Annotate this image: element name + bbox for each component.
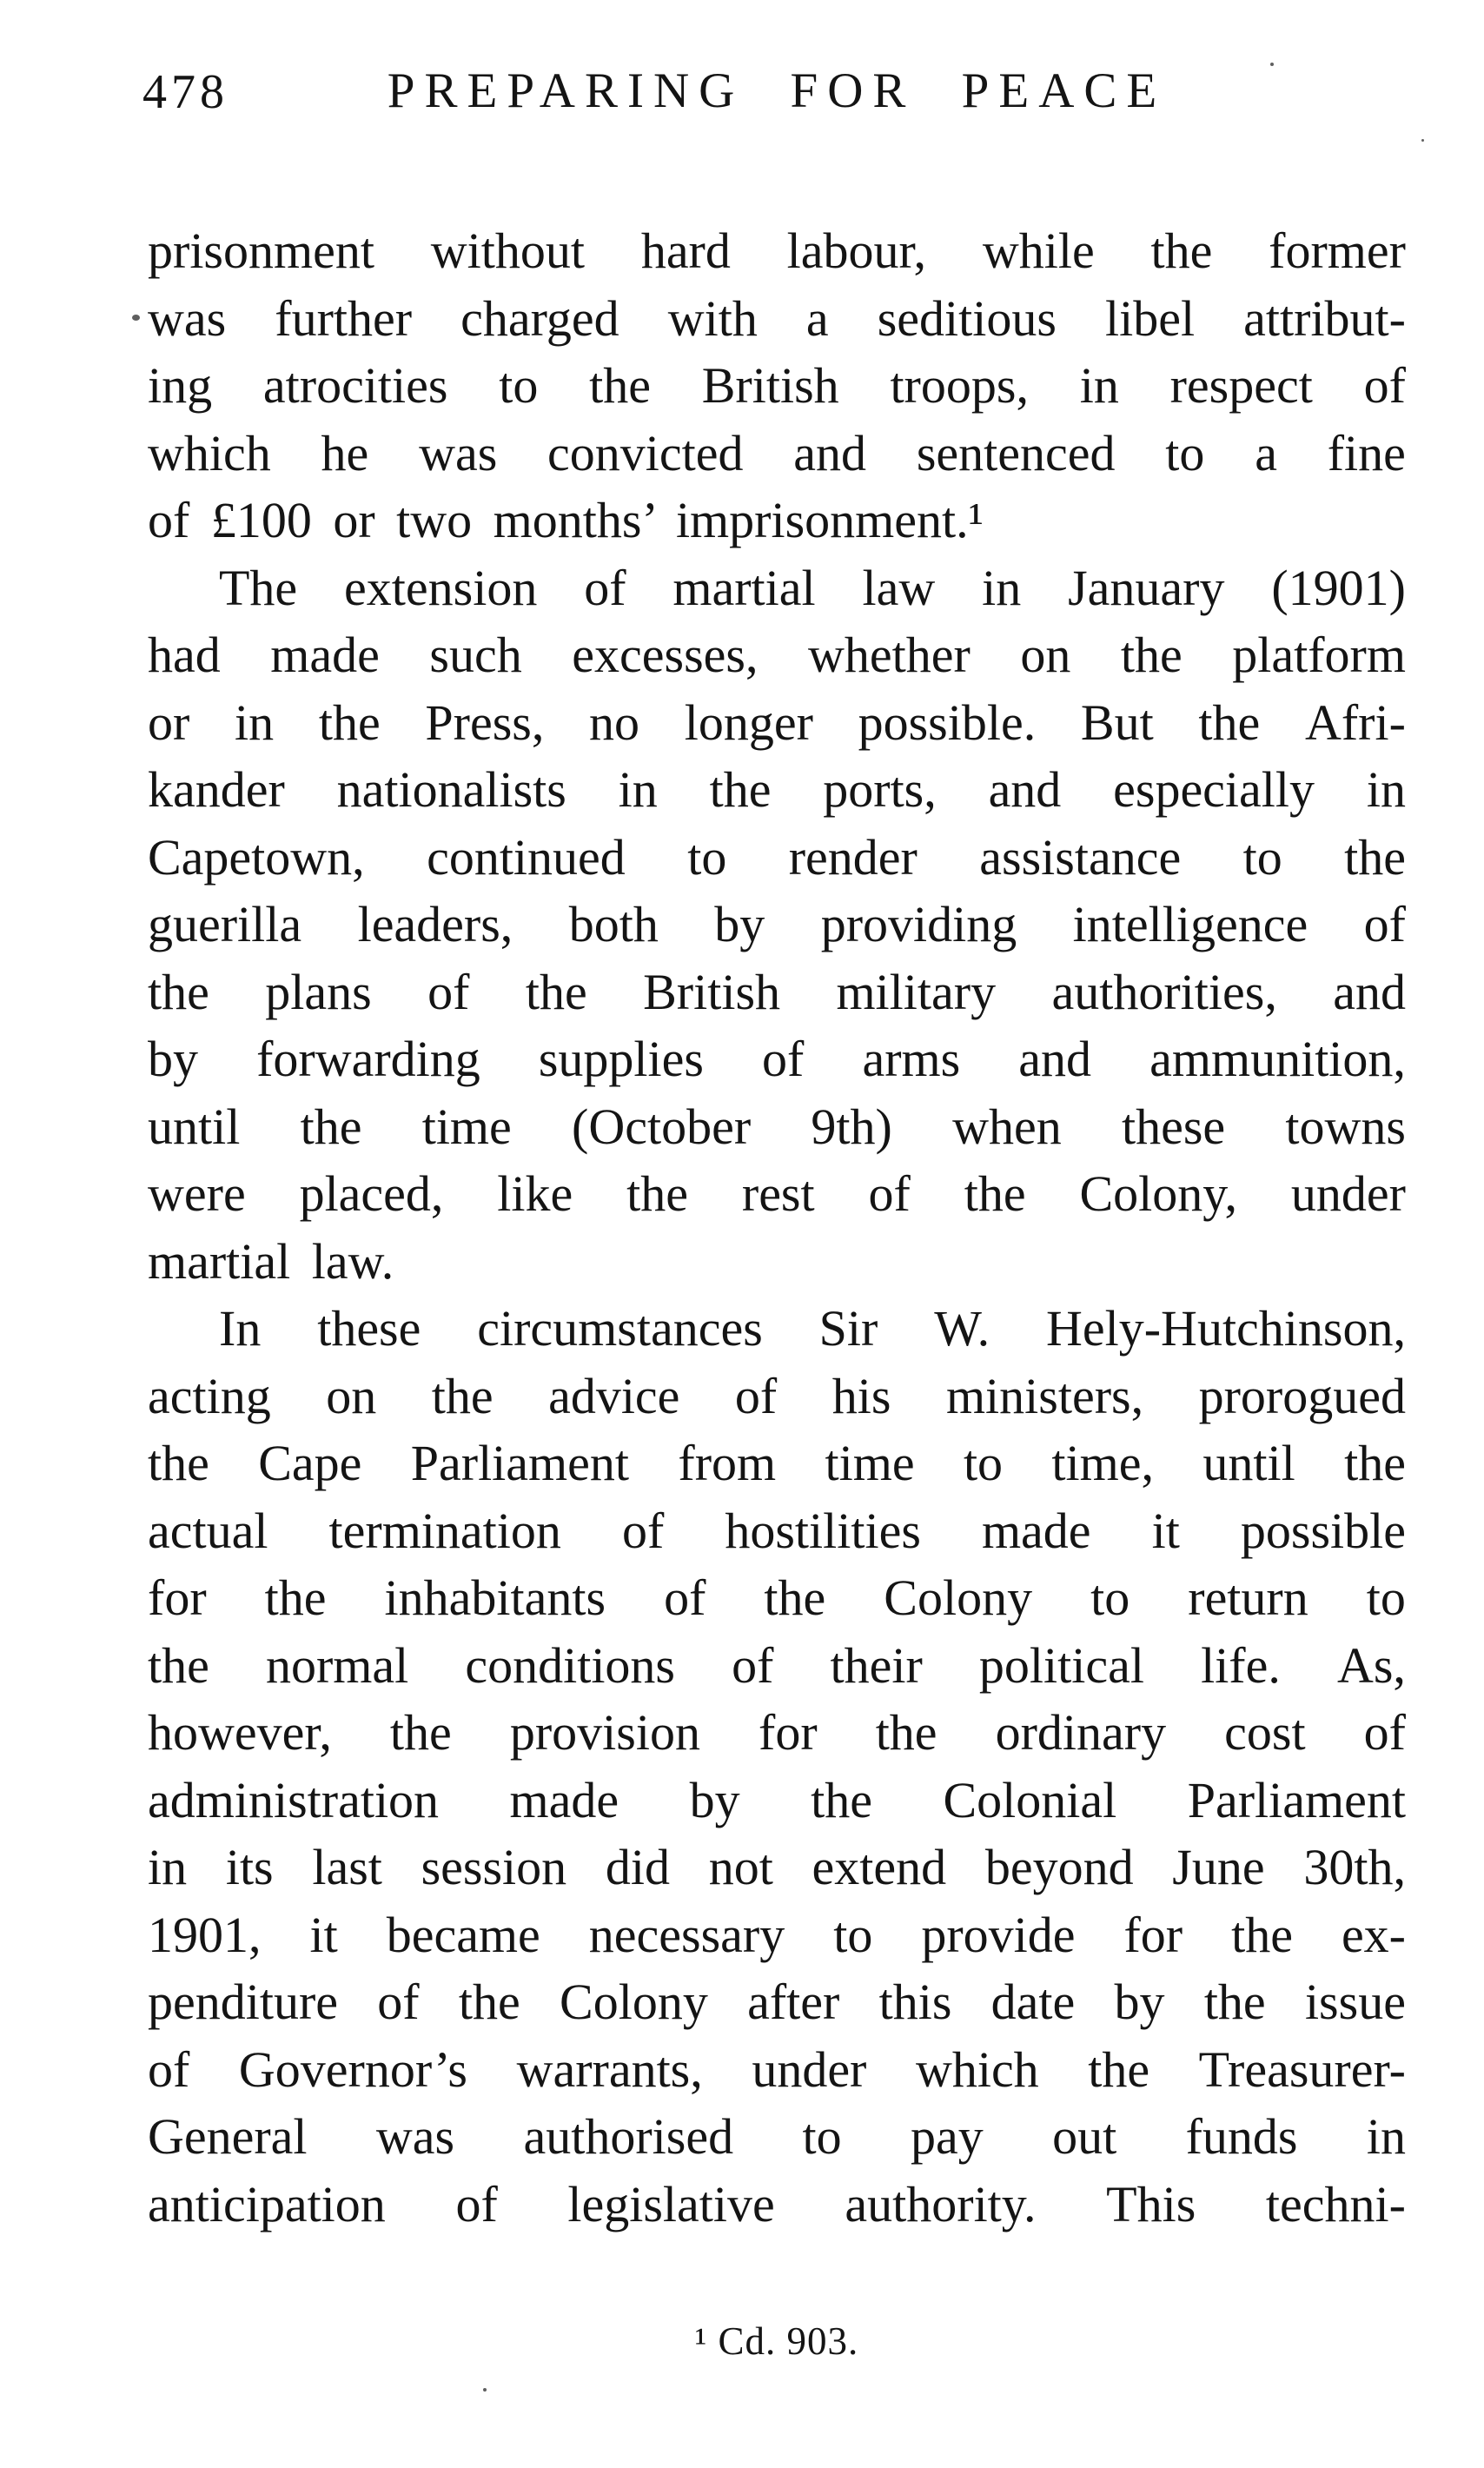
word: until [1202,1435,1295,1491]
word: British [643,963,781,1020]
word: the [148,963,209,1020]
scan-speck [1421,139,1424,142]
word: and [988,761,1062,818]
word: to [1165,424,1205,481]
word: kander [148,761,285,818]
word: This [1106,2175,1196,2232]
word: 9th) [811,1098,892,1155]
word: intelligence [1072,896,1308,952]
word: not [708,1839,773,1895]
word: of [732,1636,774,1694]
word: techni- [1265,2175,1406,2232]
word: the [589,357,651,414]
word: As, [1336,1636,1406,1694]
word: continued [427,828,626,886]
word: law [862,559,936,616]
word: ports, [823,761,937,818]
word: British [701,357,839,414]
word: had [148,627,221,683]
text-line: martial law. [148,1232,394,1290]
word: ex- [1341,1906,1406,1963]
word: these [317,1300,421,1357]
word: (October [572,1098,752,1155]
word: advice [548,1367,680,1424]
word: both [568,896,659,952]
word: ammunition, [1149,1031,1406,1087]
word: the [431,1367,494,1424]
word: possible [1240,1502,1406,1559]
word: such [429,627,522,683]
word: the [1198,693,1261,751]
word: until [148,1098,241,1155]
word: of [868,1165,911,1222]
word: martial [672,559,816,616]
word: fine [1327,424,1406,481]
word: providing [820,896,1017,952]
word: out [1052,2108,1117,2165]
word: conditions [465,1636,676,1694]
word: in [618,761,658,818]
word: made [270,627,380,683]
text-line [148,1901,1406,1969]
word: further [275,289,413,347]
word: from [678,1435,777,1491]
word: life. [1201,1636,1281,1694]
word: with [667,289,758,347]
word: Treasurer- [1198,2040,1406,2098]
word: Governor’s [238,2040,467,2098]
word: when [952,1098,1062,1155]
word: it [1151,1502,1180,1559]
word: this [878,1974,952,2030]
text-line [148,1430,1406,1497]
word: The [219,559,298,616]
word: respect [1169,357,1313,414]
word: the [764,1569,826,1626]
word: the [318,693,381,751]
text-line [148,1564,1406,1632]
word: Colonial [943,1771,1117,1828]
word: he [321,424,369,481]
word: ministers, [945,1367,1144,1424]
word: of [427,963,470,1020]
body-text [148,217,1406,2238]
word: the [1231,1906,1293,1963]
word: administration [148,1771,440,1828]
word: atrocities [262,357,448,414]
word: of [734,1367,778,1424]
word: their [830,1636,923,1694]
word: Sir [818,1300,878,1357]
word: by [714,896,765,952]
word: nationalists [336,761,566,818]
word: actual [148,1502,268,1559]
scan-speck [132,315,140,321]
word: Parliament [410,1435,630,1491]
word: beyond [984,1839,1134,1895]
word: ordinary [995,1704,1167,1761]
word: platform [1232,627,1406,683]
text-line [148,756,1406,824]
word: the [1120,627,1183,683]
page-header [142,63,1406,119]
text-line [148,2103,1406,2171]
text-line [148,1497,1406,1565]
word: attribut- [1243,289,1406,347]
page-number: 478 [142,65,229,119]
word: 1901, [148,1906,262,1963]
word: did [605,1839,670,1895]
word: a [805,289,829,347]
word: labour, [786,222,927,279]
word: in [235,693,275,751]
word: which [915,2040,1039,2098]
footnote-marker: ¹ [694,2319,708,2363]
word: while [982,222,1095,279]
word: time [825,1435,915,1491]
word: no [589,693,640,751]
word: time, [1051,1435,1155,1491]
word: of [1363,896,1406,952]
word: on [1020,627,1071,683]
text-line [148,285,1406,353]
word: the [626,1165,688,1222]
word: political [978,1636,1144,1694]
word: placed, [299,1165,444,1222]
word: a [1255,424,1277,481]
word: the [1088,2040,1150,2098]
word: to [499,357,539,414]
word: the [1344,1435,1406,1491]
word: provision [509,1704,700,1761]
word: to [833,1906,873,1963]
word: time [421,1098,512,1155]
word: return [1188,1569,1308,1626]
word: issue [1304,1974,1406,2030]
word: funds [1185,2108,1298,2165]
word: June [1172,1839,1265,1895]
word: especially [1113,761,1315,818]
word: the [964,1165,1026,1222]
word: the [458,1974,520,2030]
word: the [1150,222,1213,279]
word: But [1080,693,1154,751]
word: W. [934,1300,990,1357]
word: possible. [858,693,1037,751]
word: of [1363,357,1406,414]
word: necessary [588,1906,785,1963]
text-line [148,2171,1406,2239]
text-line [148,554,1406,622]
word: render [788,828,918,886]
word: plans [265,963,372,1020]
word: his [831,1367,891,1424]
word: 30th, [1303,1839,1406,1895]
word: prisonment [148,222,374,279]
word: leaders, [357,896,513,952]
word: warrants, [516,2040,703,2098]
text-line [148,1025,1406,1093]
text-line [148,824,1406,892]
word: of [664,1569,706,1626]
word: supplies [538,1031,704,1087]
word: the [709,761,772,818]
word: Colony, [1079,1165,1237,1222]
word: legislative [567,2175,775,2232]
word: seditious [877,289,1057,347]
word: termination [328,1502,561,1559]
word: became [386,1906,540,1963]
word: date [990,1974,1076,2030]
word: by [148,1031,198,1087]
word: January [1068,559,1225,616]
word: forwarding [256,1031,480,1087]
word: by [1114,1974,1165,2030]
word: cost [1224,1704,1306,1761]
word: for [148,1569,207,1626]
word: Cape [258,1435,362,1491]
text-line: of £100 or two months’ imprisonment.¹ [148,492,984,548]
word: ing [148,357,213,414]
word: of [621,1502,665,1559]
word: to [963,1435,1004,1491]
word: provide [921,1906,1076,1963]
word: of [584,559,626,616]
word: rest [741,1165,815,1222]
footnote-text: Cd. 903. [718,2319,859,2363]
text-line [148,959,1406,1026]
word: the [300,1098,362,1155]
word: of [377,1974,420,2030]
word: the [1203,1974,1266,2030]
scan-speck [483,2388,487,2392]
word: military [836,963,997,1020]
word: was [419,424,498,481]
word: charged [460,289,619,347]
text-line [148,689,1406,757]
text-line [148,1093,1406,1161]
text-line [148,1834,1406,1901]
word: by [689,1771,740,1828]
word: was [148,289,227,347]
word: in [982,559,1022,616]
scan-speck [1270,63,1274,66]
word: guerilla [148,896,302,952]
word: extend [812,1839,947,1895]
word: in [1079,357,1119,414]
word: and [793,424,867,481]
word: Parliament [1187,1771,1406,1828]
word: of [148,2040,190,2098]
word: Colony [884,1569,1033,1626]
word: former [1269,222,1406,279]
word: in [148,1839,188,1895]
running-title: PREPARING FOR PEACE [387,63,1167,118]
word: anticipation [148,2175,386,2232]
word: convicted [547,424,744,481]
word: and [1018,1031,1092,1087]
text-line [148,1363,1406,1430]
word: longer [684,693,813,751]
word: prorogued [1198,1367,1406,1424]
word: in [1366,2108,1406,2165]
word: whether [808,627,971,683]
word: extension [344,559,538,616]
word: made [981,1502,1091,1559]
word: Hely-Hutchinson, [1046,1300,1406,1357]
word: or [148,693,190,751]
word: which [148,424,271,481]
text-line [148,1699,1406,1767]
word: its [225,1839,274,1895]
word: pay [910,2108,984,2165]
word: in [1366,761,1406,818]
text-line [148,621,1406,689]
text-line [148,1632,1406,1700]
word: to [802,2108,842,2165]
word: arms [862,1031,961,1087]
word: to [687,828,727,886]
word: hostilities [725,1502,921,1559]
word: (1901) [1271,559,1406,616]
word: under [752,2040,867,2098]
word: normal [265,1636,409,1694]
word: the [875,1704,937,1761]
word: for [1123,1906,1183,1963]
text-line [148,2036,1406,2104]
word: to [1242,828,1282,886]
word: Press, [425,693,545,751]
word: and [1333,963,1406,1020]
word: sentenced [916,424,1116,481]
word: the [148,1435,209,1491]
word: of [455,2175,498,2232]
word: the [525,963,587,1020]
word: of [1363,1704,1406,1761]
word: penditure [148,1974,339,2030]
word: on [326,1367,377,1424]
word: circumstances [477,1300,763,1357]
word: towns [1285,1098,1406,1155]
text-line [148,1767,1406,1834]
footnote [148,2319,1406,2364]
word: made [509,1771,619,1828]
word: last [312,1839,382,1895]
word: assistance [979,828,1182,886]
word: Colony [560,1974,708,2030]
word: hard [640,222,731,279]
word: acting [148,1367,271,1424]
word: of [762,1031,805,1087]
word: libel [1105,289,1196,347]
word: was [375,2108,455,2165]
word: under [1290,1165,1406,1222]
word: to [1366,1569,1406,1626]
word: however, [148,1704,332,1761]
word: session [421,1839,567,1895]
word: the [1344,828,1406,886]
text-line [148,217,1406,285]
word: without [430,222,586,279]
word: these [1122,1098,1226,1155]
text-line [148,891,1406,959]
word: were [148,1165,246,1222]
word: General [148,2108,308,2165]
text-line [148,1160,1406,1228]
word: the [264,1569,327,1626]
word: like [497,1165,573,1222]
word: after [747,1974,840,2030]
text-line [148,352,1406,420]
text-line [148,1968,1406,2036]
word: In [219,1300,262,1357]
word: the [148,1636,209,1694]
word: inhabitants [384,1569,606,1626]
word: authority. [845,2175,1037,2232]
word: the [389,1704,452,1761]
word: authorised [523,2108,734,2165]
word: authorities, [1051,963,1277,1020]
text-line [148,420,1406,488]
word: Afri- [1304,693,1406,751]
word: troops, [890,357,1029,414]
text-line [148,1295,1406,1363]
word: the [811,1771,872,1828]
word: Capetown, [148,828,365,886]
word: for [759,1704,818,1761]
word: to [1090,1569,1130,1626]
word: excesses, [572,627,759,683]
word: it [309,1906,338,1963]
